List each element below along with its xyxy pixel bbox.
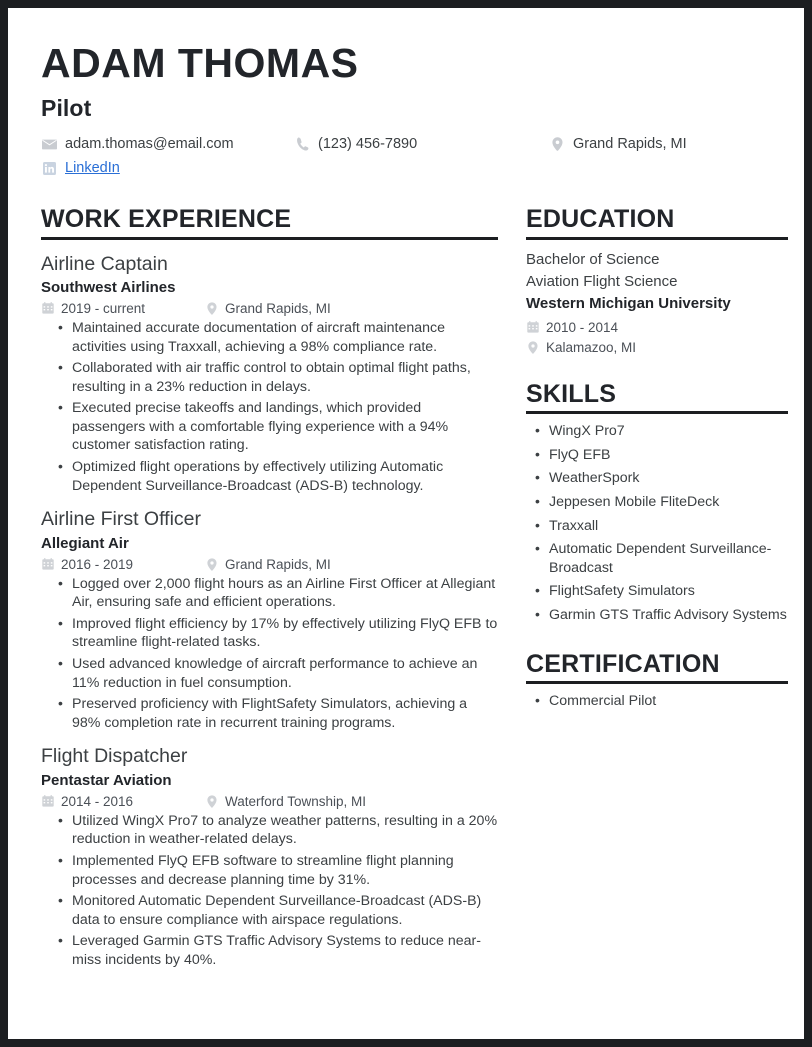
linkedin-icon [41,162,57,175]
education-location: Kalamazoo, MI [546,339,637,355]
experience-entry [41,252,498,496]
phone-icon [294,137,310,151]
bullet-item: • Executed precise takeoffs and landings, which provided passengers with a comfortable flying experience with a 94% customer satisfaction rating. [72,399,498,455]
experience-role: Flight Dispatcher [41,745,188,768]
linkedin-link[interactable]: LinkedIn [65,160,120,177]
bullet-item: • Maintained accurate documentation of aircraft maintenance activities using Traxxall, achieving a 98% compliance rate. [72,319,498,356]
contact-phone-text: (123) 456-7890 [318,136,418,153]
list-item: • Automatic Dependent Surveillance-Broadcast [549,540,788,577]
experience-dates-group [41,301,205,316]
bullet-item: • Preserved proficiency with FlightSafety Simulators, achieving a 98% completion rate in recurrent training programs. [72,695,498,732]
bullet-item: • Utilized WingX Pro7 to analyze weather patterns, resulting in a 20% reduction in weather-related delays. [72,812,498,849]
page-title: ADAM THOMAS [41,40,359,86]
experience-dates: 2016 - 2019 [61,556,134,572]
location-pin-icon [205,302,218,315]
calendar-icon [526,321,539,333]
education-degree: Bachelor of Science [526,250,660,268]
experience-dates: 2014 - 2016 [61,793,134,809]
experience-dates-group [41,557,205,572]
certification-section [526,651,788,711]
calendar-icon [41,302,54,314]
bullet-item: • Implemented FlyQ EFB software to streamline flight planning processes and decrease planning time by 31%. [72,852,498,889]
experience-entry [41,507,498,732]
experience-dates: 2019 - current [61,300,146,316]
education-section [526,206,788,355]
skills-section [526,381,788,625]
resume-header [41,42,778,176]
location-pin-icon [549,137,565,151]
calendar-icon [41,795,54,807]
contact-phone[interactable] [294,136,549,152]
education-dates: 2010 - 2014 [546,319,619,335]
contact-linkedin[interactable] [41,160,120,176]
list-item: • Garmin GTS Traffic Advisory Systems [549,606,788,625]
envelope-icon [41,139,57,150]
experience-company: Allegiant Air [41,534,129,552]
section-title-work-experience: WORK EXPERIENCE [41,205,292,234]
experience-company: Southwest Airlines [41,278,176,296]
list-item: • WeatherSpork [549,469,788,488]
contact-location [549,136,687,152]
experience-dates-group [41,794,205,809]
experience-entry [41,744,498,969]
section-divider-skills [526,411,788,414]
experience-location: Waterford Township, MI [225,793,367,809]
section-title-skills: SKILLS [526,379,617,408]
bullet-item: • Optimized flight operations by effectively utilizing Automatic Dependent Surveillance-Broadcast (ADS-B) technology. [72,458,498,495]
experience-location: Grand Rapids, MI [225,556,331,572]
bullet-item: • Improved flight efficiency by 17% by effectively utilizing FlyQ EFB to streamline flight-related tasks. [72,615,498,652]
section-divider-education [526,237,788,240]
contact-row-primary [41,136,778,152]
location-pin-icon [526,341,539,354]
location-pin-icon [205,795,218,808]
bullet-item: • Logged over 2,000 flight hours as an Airline First Officer at Allegiant Air, ensuring safe and efficient operations. [72,575,498,612]
contact-email[interactable] [41,136,294,152]
experience-role: Airline Captain [41,252,168,275]
education-field: Aviation Flight Science [526,272,678,290]
bullet-item: • Leveraged Garmin GTS Traffic Advisory Systems to reduce near-miss incidents by 40%. [72,932,498,969]
experience-location-group [205,794,366,809]
resume-body [41,205,787,969]
bullet-item: • Monitored Automatic Dependent Surveillance-Broadcast (ADS-B) data to ensure compliance with airspace regulations. [72,892,498,929]
section-title-education: EDUCATION [526,205,675,234]
job-title: Pilot [41,95,92,122]
education-location-group [526,340,788,355]
list-item: • Commercial Pilot [549,692,788,711]
list-item: • WingX Pro7 [549,422,788,441]
education-dates-group [526,320,788,335]
contact-location-text: Grand Rapids, MI [573,136,687,153]
section-divider-certification [526,681,788,684]
experience-company: Pentastar Aviation [41,771,172,789]
experience-bullets [41,319,498,495]
calendar-icon [41,558,54,570]
experience-bullets [41,575,498,733]
experience-bullets [41,812,498,970]
location-pin-icon [205,558,218,571]
list-item: • FlightSafety Simulators [549,582,788,601]
bullet-item: • Used advanced knowledge of aircraft performance to achieve an 11% reduction in fuel consumption. [72,655,498,692]
section-divider-work-experience [41,237,498,240]
bullet-item: • Collaborated with air traffic control to obtain optimal flight paths, resulting in a 23% reduction in delays. [72,359,498,396]
list-item: • FlyQ EFB [549,446,788,465]
list-item: • Traxxall [549,517,788,536]
work-experience-column [41,206,498,969]
skills-list [526,422,788,624]
experience-meta [41,557,498,572]
contact-row-secondary [41,160,778,176]
experience-location-group [205,557,331,572]
section-title-certification: CERTIFICATION [526,649,720,678]
experience-location: Grand Rapids, MI [225,300,331,316]
experience-role: Airline First Officer [41,508,201,531]
resume-page [8,8,804,1039]
experience-location-group [205,301,331,316]
certification-list [526,692,788,711]
contact-email-text: adam.thomas@email.com [65,136,234,153]
experience-meta [41,794,498,809]
education-school: Western Michigan University [526,295,731,313]
sidebar-column [526,206,788,969]
experience-meta [41,301,498,316]
list-item: • Jeppesen Mobile FliteDeck [549,493,788,512]
